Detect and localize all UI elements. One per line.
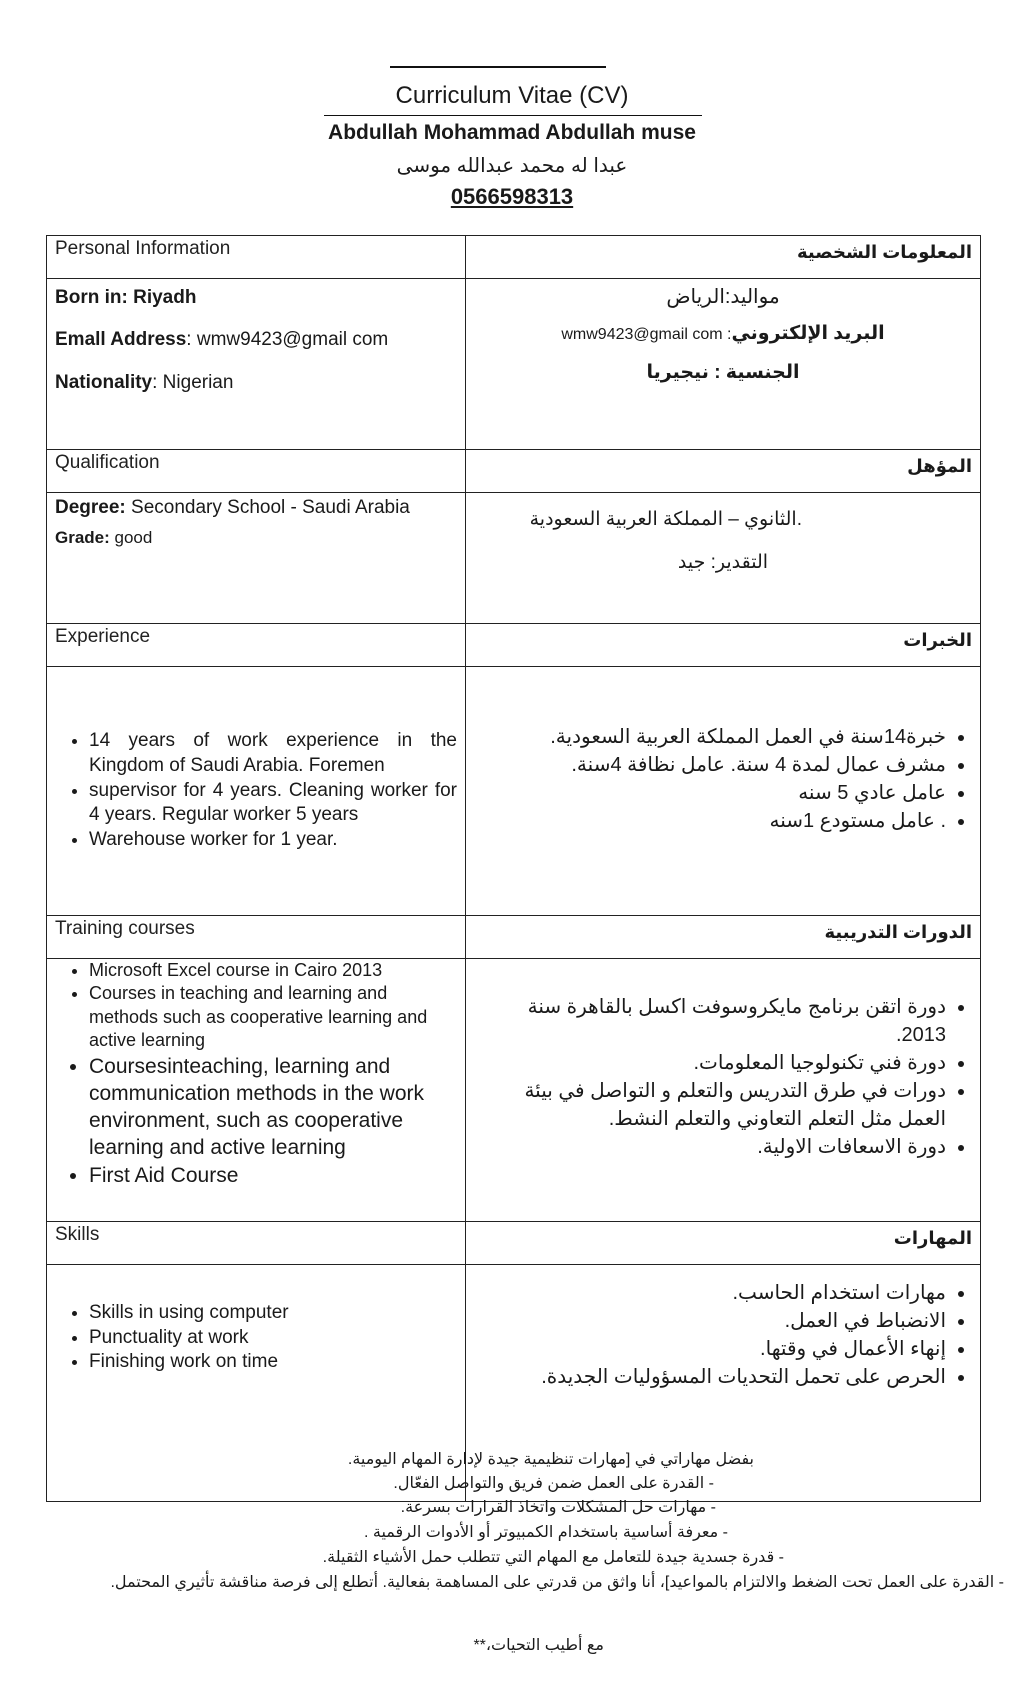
- personal-body-en: [47, 279, 466, 450]
- experience-title-ar: الخبرات: [466, 624, 981, 667]
- training-list-ar: [474, 993, 972, 1161]
- skills-title-en: Skills: [47, 1222, 466, 1265]
- personal-body-row: [47, 279, 981, 450]
- email-value: : wmw9423@gmail com: [186, 328, 389, 350]
- email-line: [55, 329, 457, 352]
- list-item: • 14 years of work experience in the Kingdom of Saudi Arabia. Foremen: [89, 729, 457, 778]
- list-item: • الحرص على تحمل التحديات المسؤوليات الجديدة.: [474, 1363, 946, 1391]
- qualification-body-row: [47, 493, 981, 624]
- nationality-value: : Nigerian: [152, 371, 234, 393]
- skills-title-ar: المهارات: [466, 1222, 981, 1265]
- list-item: • Punctuality at work: [89, 1326, 457, 1351]
- qualification-title-en: Qualification: [47, 450, 466, 493]
- training-title-en: Training courses: [47, 916, 466, 959]
- personal-header-row: [47, 236, 981, 279]
- personal-title-ar: المعلومات الشخصية: [466, 236, 981, 279]
- email-ar-line: [474, 321, 972, 348]
- grade-ar: التقدير: جيد: [677, 551, 769, 573]
- nationality-ar: الجنسية : نيجيريا: [646, 361, 800, 383]
- phone-number: 0566598313: [450, 184, 574, 209]
- list-item: • عامل عادي 5 سنه: [474, 779, 946, 807]
- personal-title-en: Personal Information: [47, 236, 466, 279]
- experience-list-en: [55, 729, 457, 852]
- footer-line: - مهارات حل المشكلات واتخاذ القرارات بسرعة.: [400, 1499, 716, 1516]
- experience-header-row: [47, 624, 981, 667]
- experience-title-en: Experience: [47, 624, 466, 667]
- grade-line: [55, 528, 457, 548]
- name-arabic: عبدا له محمد عبدالله موسى: [396, 155, 628, 177]
- footer-line: - قدرة جسدية جيدة للتعامل مع المهام التي تتطلب حمل الأشياء الثقيلة.: [322, 1549, 784, 1566]
- experience-body-row: [47, 667, 981, 916]
- training-body-en: [47, 959, 466, 1222]
- personal-body-ar: [466, 279, 981, 450]
- experience-list-ar: [474, 723, 972, 835]
- skills-list-ar: [474, 1279, 972, 1391]
- degree-line: [55, 497, 457, 520]
- qualification-title-ar: المؤهل: [466, 450, 981, 493]
- experience-body-en: [47, 667, 466, 916]
- born-ar: مواليد:الرياض: [666, 286, 780, 308]
- experience-body-ar: [466, 667, 981, 916]
- list-item: • Courses in teaching and learning and methods such as cooperative learning and active learning: [89, 982, 457, 1052]
- list-item: • First Aid Course: [89, 1162, 457, 1189]
- cv-table: [46, 235, 981, 1502]
- name-english: Abdullah Mohammad Abdullah muse: [328, 121, 696, 144]
- skills-list-en: [55, 1301, 457, 1375]
- degree-ar: .الثانوي – المملكة العربية السعودية: [529, 509, 802, 530]
- email-label: Emall Address: [55, 328, 187, 350]
- list-item: • . عامل مستودع 1سنه: [474, 807, 946, 835]
- qualification-header-row: [47, 450, 981, 493]
- degree-value: Secondary School - Saudi Arabia: [125, 497, 410, 518]
- list-item: • Skills in using computer: [89, 1301, 457, 1326]
- degree-label: Degree:: [55, 497, 126, 518]
- list-item: • الانضباط في العمل.: [474, 1307, 946, 1335]
- list-item: • Microsoft Excel course in Cairo 2013: [89, 959, 457, 982]
- training-header-row: [47, 916, 981, 959]
- list-item: • مهارات استخدام الحاسب.: [474, 1279, 946, 1307]
- training-body-ar: [466, 959, 981, 1222]
- nationality-line: [55, 372, 457, 395]
- training-body-row: [47, 959, 981, 1222]
- nationality-label: Nationality: [55, 371, 153, 393]
- list-item: • دورة فني تكنولوجيا المعلومات.: [474, 1049, 946, 1077]
- footer-line: - معرفة أساسية باستخدام الكمبيوتر أو الأدوات الرقمية .: [363, 1524, 728, 1541]
- skills-header-row: [47, 1222, 981, 1265]
- training-list-en: [55, 959, 457, 1189]
- list-item: • دورة الاسعافات الاولية.: [474, 1133, 946, 1161]
- email-value-ar: : wmw9423@gmail com: [561, 326, 732, 343]
- footer-line: - القدرة على العمل تحت الضغط والالتزام بالمواعيد]، أنا واثق من قدرتي على المساهمة بفعالية. أتطلع إلى فرصة مناقشة تأثيري المحتمل.: [110, 1574, 1004, 1591]
- training-title-ar: الدورات التدريبية: [466, 916, 981, 959]
- qualification-body-ar: [466, 493, 981, 624]
- top-rule: [390, 66, 606, 68]
- list-item: • إنهاء الأعمال في وقتها.: [474, 1335, 946, 1363]
- list-item: • Warehouse worker for 1 year.: [89, 828, 457, 853]
- list-item: • خبرة14سنة في العمل المملكة العربية السعودية.: [474, 723, 946, 751]
- list-item: • دورة اتقن برنامج مايكروسوفت اكسل بالقاهرة سنة 2013.: [474, 993, 946, 1049]
- email-label-ar: البريد الإلكتروني: [731, 323, 885, 344]
- qualification-body-en: [47, 493, 466, 624]
- list-item: • دورات في طرق التدريس والتعلم و التواصل في بيئة العمل مثل التعلم التعاوني والتعلم النشط.: [474, 1077, 946, 1133]
- footer-line: - القدرة على العمل ضمن فريق والتواصل الفعّال.: [393, 1475, 714, 1492]
- footer-line: بفضل مهاراتي في [مهارات تنظيمية جيدة لإدارة المهام اليومية.: [347, 1451, 754, 1468]
- list-item: • Coursesinteaching, learning and communication methods in the work environment, such as cooperative learning and active learning: [89, 1053, 457, 1162]
- list-item: • Finishing work on time: [89, 1350, 457, 1375]
- title-rule: [324, 115, 702, 116]
- grade-label: Grade:: [55, 527, 110, 547]
- cv-title: Curriculum Vitae (CV): [395, 82, 629, 109]
- list-item: • مشرف عمال لمدة 4 سنة. عامل نظافة 4سنة.: [474, 751, 946, 779]
- footer-closing: مع أطيب التحيات،**: [473, 1637, 604, 1654]
- list-item: • supervisor for 4 years. Cleaning worker for 4 years. Regular worker 5 years: [89, 779, 457, 828]
- grade-value: good: [109, 527, 153, 547]
- born-in: Born in: Riyadh: [55, 287, 197, 308]
